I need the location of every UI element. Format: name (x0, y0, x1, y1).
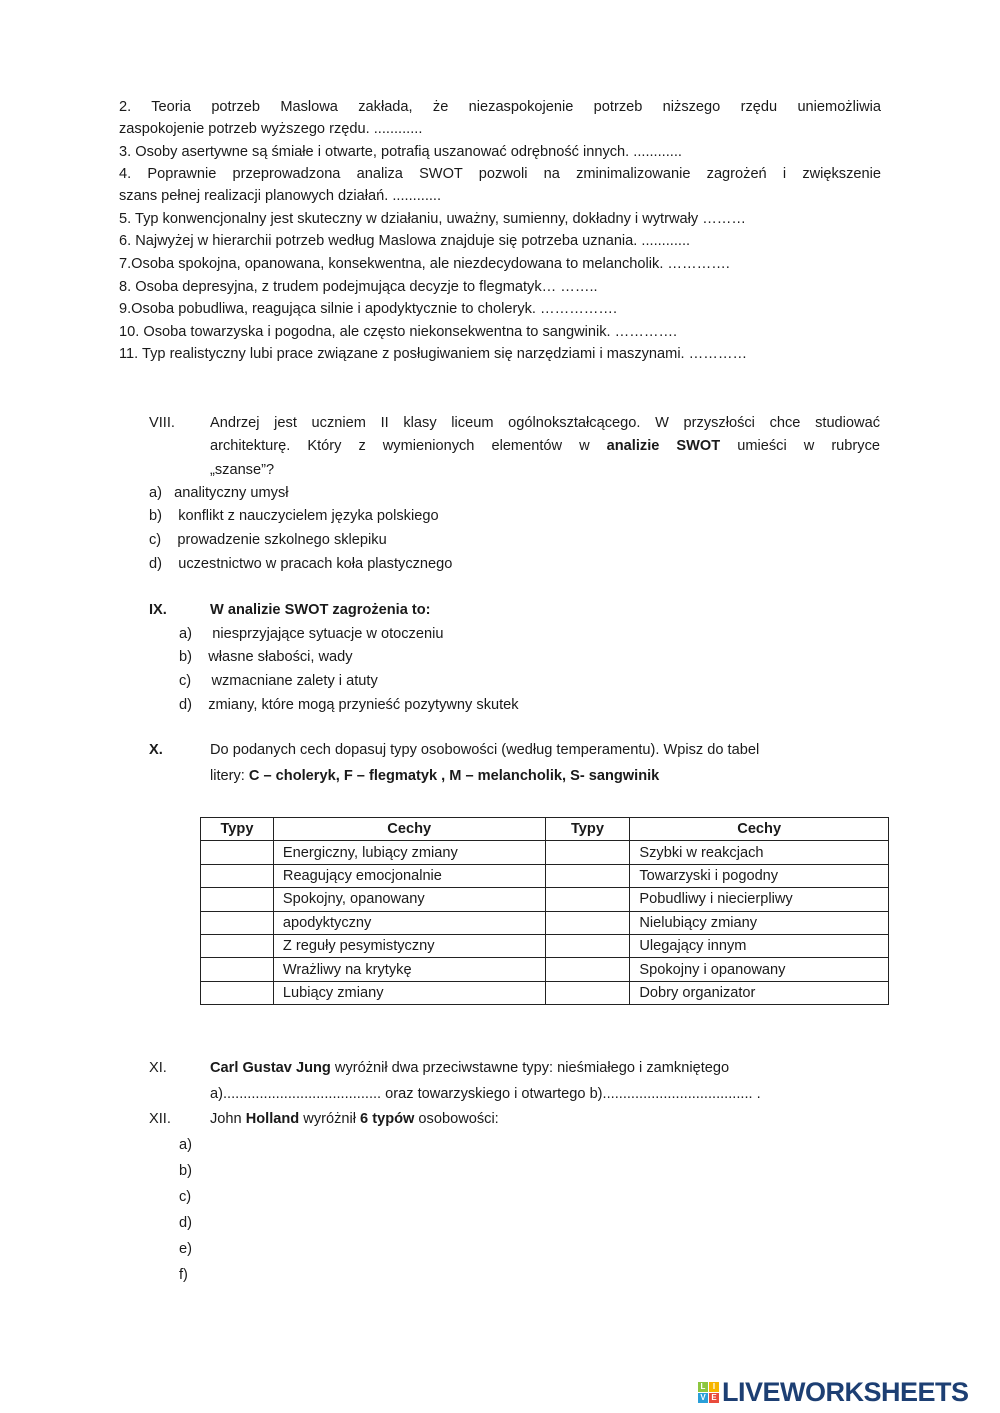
trait-right: Dobry organizator (630, 981, 889, 1004)
q10-line2 (210, 766, 659, 786)
type-input-left[interactable] (201, 864, 274, 887)
type-input-right[interactable] (545, 888, 630, 911)
header-cechy: Cechy (630, 818, 889, 841)
temperament-table (200, 817, 889, 1005)
table-row (201, 888, 889, 911)
trait-left: Wrażliwy na krytykę (273, 958, 545, 981)
statement-10: 10. Osoba towarzyska i pogodna, ale często niekonsekwentna to sangwinik. …………. (119, 324, 678, 340)
q8-number: VIII. (149, 415, 175, 431)
q9-option-a[interactable] (179, 624, 443, 644)
type-input-right[interactable] (545, 981, 630, 1004)
option-text: wzmacniane zalety i atuty (211, 673, 378, 689)
statement-6: 6. Najwyżej w hierarchii potrzeb według Maslowa znajduje się potrzeba uznania. ............ (119, 233, 691, 249)
type-input-right[interactable] (545, 911, 630, 934)
q12-answer-c[interactable]: c) (179, 1189, 192, 1205)
q8-option-b[interactable] (149, 506, 439, 526)
option-text: własne słabości, wady (208, 649, 353, 665)
option-letter: a) (149, 485, 162, 501)
q8-text: umieści w rubryce (720, 438, 880, 454)
q9-title: W analizie SWOT zagrożenia to: (210, 602, 431, 618)
option-letter: c) (149, 532, 162, 548)
statement-2: 2. Teoria potrzeb Maslowa zakłada, że niezaspokojenie potrzeb niższego rzędu uniemożliwia (119, 99, 881, 115)
table-row (201, 981, 889, 1004)
logo-tile: E (709, 1393, 719, 1403)
q10-line1: Do podanych cech dopasuj typy osobowości (według temperamentu). Wpisz do tabel (210, 742, 760, 758)
q12-answer-b[interactable]: b) (179, 1163, 192, 1179)
q9-option-c[interactable] (179, 671, 378, 691)
q8-option-a[interactable] (149, 483, 289, 503)
q12-answer-e[interactable]: e) (179, 1241, 192, 1257)
q10-text: litery: (210, 768, 249, 784)
q12-text: John (210, 1111, 246, 1127)
table-row (201, 934, 889, 957)
table-row (201, 841, 889, 864)
q12-number: XII. (149, 1111, 171, 1127)
trait-right: Nielubiący zmiany (630, 911, 889, 934)
statement-3: 3. Osoby asertywne są śmiałe i otwarte, potrafią uszanować odrębność innych. ............ (119, 144, 682, 160)
statement-2-cont: zaspokojenie potrzeb wyższego rzędu. ............ (119, 121, 423, 137)
trait-left: Lubiący zmiany (273, 981, 545, 1004)
q8-line3: „szanse”? (210, 462, 275, 478)
logo-tile: L (698, 1382, 708, 1392)
q12-answer-f[interactable]: f) (179, 1267, 188, 1283)
statement-4: 4. Poprawnie przeprowadzona analiza SWOT pozwoli na zminimalizowanie zagrożeń i zwiększenie (119, 166, 881, 182)
option-letter: c) (179, 673, 192, 689)
q11-line1 (210, 1058, 729, 1078)
q12-answer-d[interactable]: d) (179, 1215, 192, 1231)
trait-right: Ulegający innym (630, 934, 889, 957)
table-row (201, 958, 889, 981)
q12-text: wyróżnił (299, 1111, 361, 1127)
option-letter: b) (179, 649, 192, 665)
trait-right: Spokojny i opanowany (630, 958, 889, 981)
trait-left: Spokojny, opanowany (273, 888, 545, 911)
q12-line (210, 1109, 499, 1129)
type-input-left[interactable] (201, 888, 274, 911)
q8-line2 (210, 436, 880, 456)
q8-option-d[interactable] (149, 554, 452, 574)
trait-left: Reagujący emocjonalnie (273, 864, 545, 887)
header-typy: Typy (545, 818, 630, 841)
q11-text: wyróżnił dwa przeciwstawne typy: nieśmiałego i zamkniętego (330, 1060, 730, 1076)
q10-number: X. (149, 742, 163, 758)
q12-answer-a[interactable]: a) (179, 1137, 192, 1153)
q11-line2[interactable]: a)....................................... oraz towarzyskiego i otwartego b)..................................... . (210, 1086, 761, 1102)
header-typy: Typy (201, 818, 274, 841)
option-letter: a) (179, 626, 192, 642)
header-cechy: Cechy (273, 818, 545, 841)
statement-4-cont: szans pełnej realizacji planowych działań. ............ (119, 188, 442, 204)
option-letter: d) (179, 697, 192, 713)
q12-bold: Holland (245, 1111, 300, 1127)
type-input-left[interactable] (201, 981, 274, 1004)
q10-legend: C – choleryk, F – flegmatyk , M – melancholik, S- sangwinik (248, 768, 660, 784)
trait-right: Szybki w reakcjach (630, 841, 889, 864)
q9-option-d[interactable] (179, 695, 519, 715)
option-letter: d) (149, 556, 162, 572)
type-input-right[interactable] (545, 958, 630, 981)
logo-tile: I (709, 1382, 719, 1392)
trait-left: Z reguły pesymistyczny (273, 934, 545, 957)
q8-option-c[interactable] (149, 530, 387, 550)
q11-name: Carl Gustav Jung (210, 1060, 331, 1076)
type-input-left[interactable] (201, 911, 274, 934)
logo-tile: V (698, 1393, 708, 1403)
type-input-right[interactable] (545, 934, 630, 957)
type-input-right[interactable] (545, 864, 630, 887)
type-input-left[interactable] (201, 934, 274, 957)
option-text: konflikt z nauczycielem języka polskiego (178, 508, 439, 524)
type-input-left[interactable] (201, 841, 274, 864)
type-input-right[interactable] (545, 841, 630, 864)
option-letter: b) (149, 508, 162, 524)
q9-number: IX. (149, 602, 167, 618)
table-row (201, 911, 889, 934)
statement-11: 11. Typ realistyczny lubi prace związane z posługiwaniem się narzędziami i maszynami. ………… (119, 346, 748, 362)
statement-5: 5. Typ konwencjonalny jest skuteczny w działaniu, uważny, sumienny, dokładny i wytrwały ……… (119, 211, 746, 227)
q9-option-b[interactable] (179, 647, 353, 667)
table-row (201, 864, 889, 887)
q8-bold: analizie SWOT (606, 438, 721, 454)
trait-left: Energiczny, lubiący zmiany (273, 841, 545, 864)
logo-tiles-icon (698, 1382, 719, 1403)
statement-9: 9.Osoba pobudliwa, reagująca silnie i apodyktycznie to choleryk. ……………. (119, 301, 618, 317)
option-text: uczestnictwo w pracach koła plastycznego (178, 556, 453, 572)
q8-line1: Andrzej jest uczniem II klasy liceum ogólnokształcącego. W przyszłości chce studiować (210, 415, 880, 431)
option-text: analityczny umysł (174, 485, 289, 501)
table-header-row (201, 818, 889, 841)
statement-7: 7.Osoba spokojna, opanowana, konsekwentna, ale niezdecydowana to melancholik. …………. (119, 256, 730, 272)
trait-right: Towarzyski i pogodny (630, 864, 889, 887)
option-text: zmiany, które mogą przynieść pozytywny skutek (208, 697, 519, 713)
option-text: niesprzyjające sytuacje w otoczeniu (212, 626, 444, 642)
type-input-left[interactable] (201, 958, 274, 981)
q11-number: XI. (149, 1060, 167, 1076)
trait-left: apodyktyczny (273, 911, 545, 934)
option-text: prowadzenie szkolnego sklepiku (177, 532, 387, 548)
q12-bold: 6 typów (360, 1111, 415, 1127)
statement-8: 8. Osoba depresyjna, z trudem podejmująca decyzje to flegmatyk… …….. (119, 279, 598, 295)
logo-text: LIVEWORKSHEETS (722, 1377, 969, 1407)
liveworksheets-logo (698, 1377, 969, 1408)
q12-text: osobowości: (414, 1111, 499, 1127)
q8-text: architekturę. Który z wymienionych elementów w (210, 438, 607, 454)
trait-right: Pobudliwy i niecierpliwy (630, 888, 889, 911)
